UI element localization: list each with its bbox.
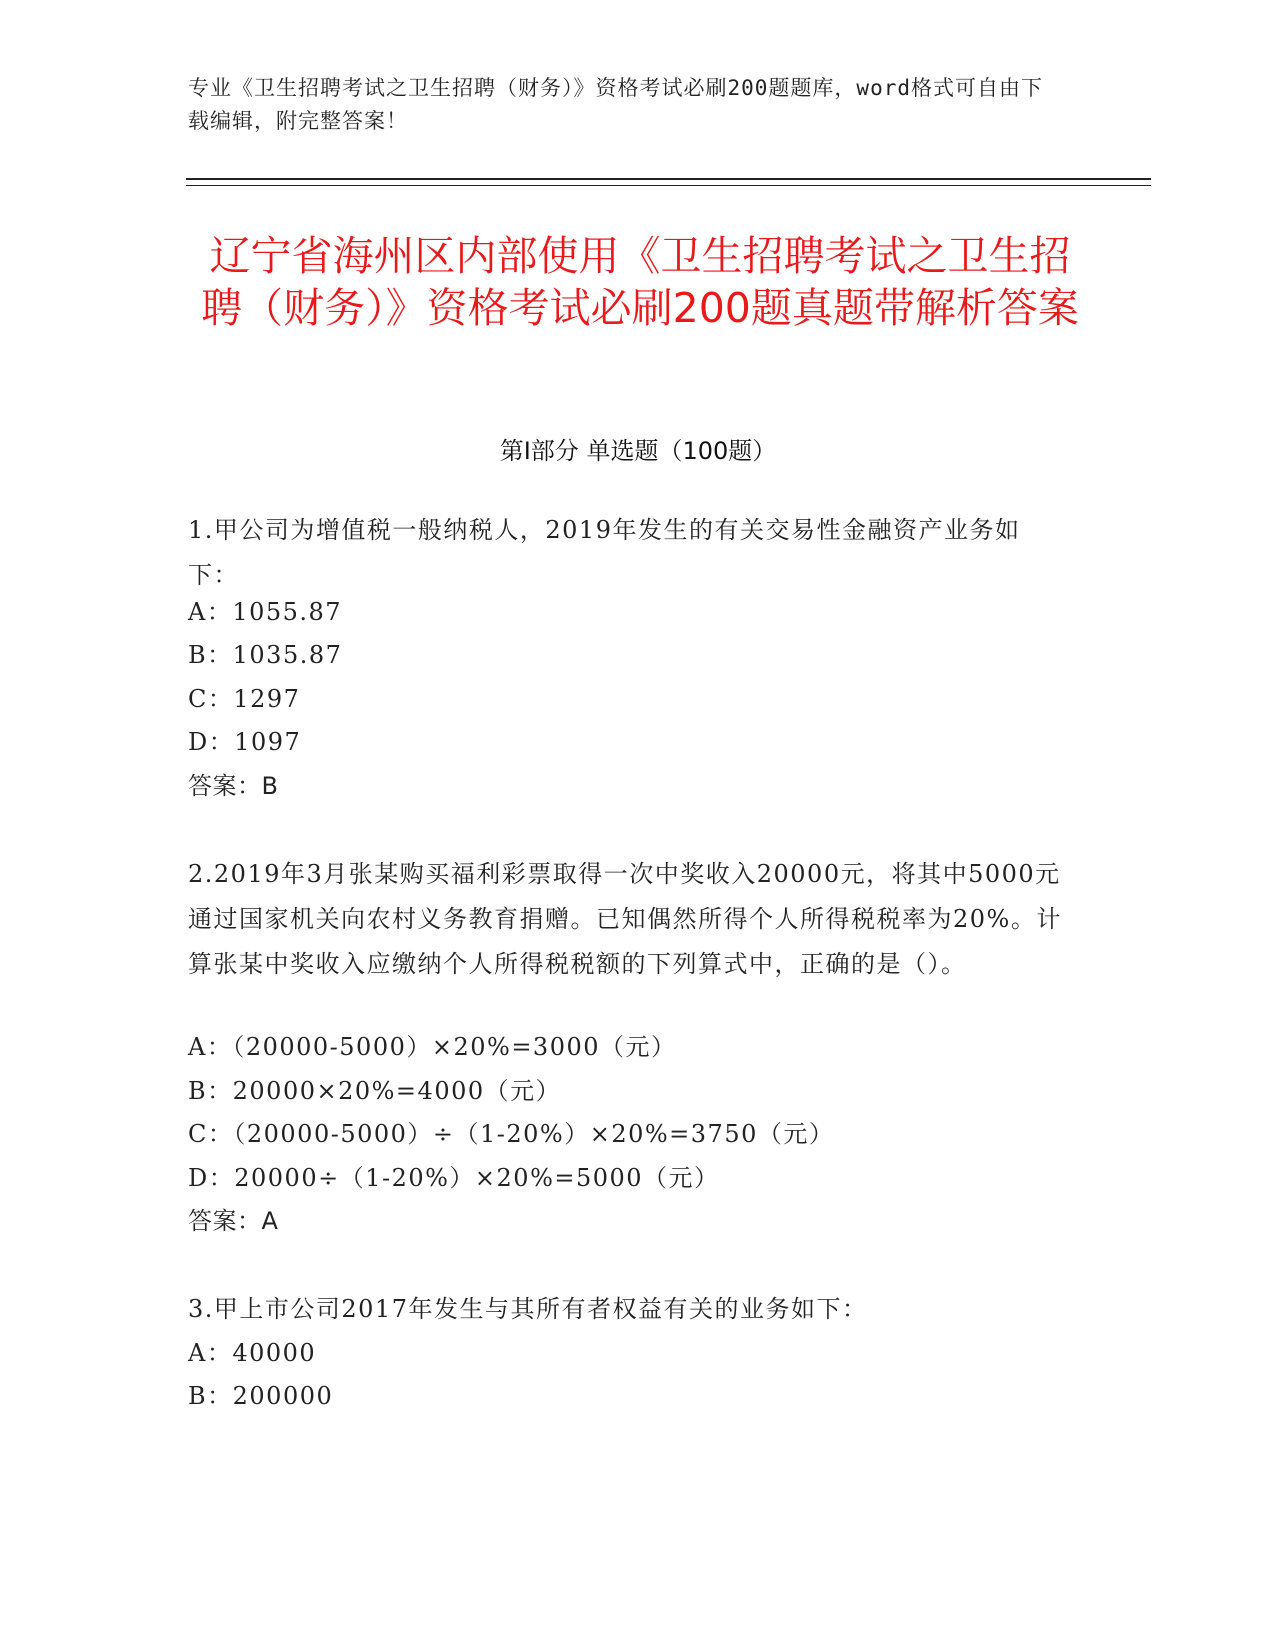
question-3-text: 3.甲上市公司2017年发生与其所有者权益有关的业务如下： xyxy=(188,1295,868,1323)
question-2-text: 2.2019年3月张某购买福利彩票取得一次中奖收入20000元，将其中5000元通过国家机关向农村义务教育捐赠。已知偶然所得个人所得税税率为20%。计算张某中奖收入应缴纳个人所得税税额的下列算式中，正确的是（）。 xyxy=(188,860,1062,978)
header-note: 专业《卫生招聘考试之卫生招聘（财务）》资格考试必刷200题题库，word格式可自由下载编辑，附完整答案！ xyxy=(188,76,1043,133)
question-2-option-b: B：20000×20%=4000（元） xyxy=(188,1077,562,1105)
question-2-answer: 答案：A xyxy=(188,1207,279,1235)
question-2-option-d: D：20000÷（1-20%）×20%=5000（元） xyxy=(188,1164,720,1192)
question-3-option-b: B：200000 xyxy=(188,1382,334,1410)
question-1-answer: 答案：B xyxy=(188,772,279,800)
question-2-option-c: C：（20000-5000）÷（1-20%）×20%=3750（元） xyxy=(188,1120,835,1148)
question-2-option-a: A：（20000-5000）×20%=3000（元） xyxy=(188,1033,677,1061)
question-1-text: 1.甲公司为增值税一般纳税人，2019年发生的有关交易性金融资产业务如下： xyxy=(188,516,1021,589)
question-1-option-d: D：1097 xyxy=(188,728,302,756)
header-divider-thin xyxy=(186,185,1151,186)
section-heading: 第Ⅰ部分 单选题（100题） xyxy=(499,437,777,465)
question-1-option-b: B：1035.87 xyxy=(188,641,343,669)
header-divider xyxy=(186,178,1151,180)
question-1-option-a: A：1055.87 xyxy=(188,598,343,626)
document-title: 辽宁省海州区内部使用《卫生招聘考试之卫生招聘（财务）》资格考试必刷200题真题带解析答案 xyxy=(201,232,1079,332)
question-1-option-c: C：1297 xyxy=(188,685,301,713)
question-3-option-a: A：40000 xyxy=(188,1339,317,1367)
